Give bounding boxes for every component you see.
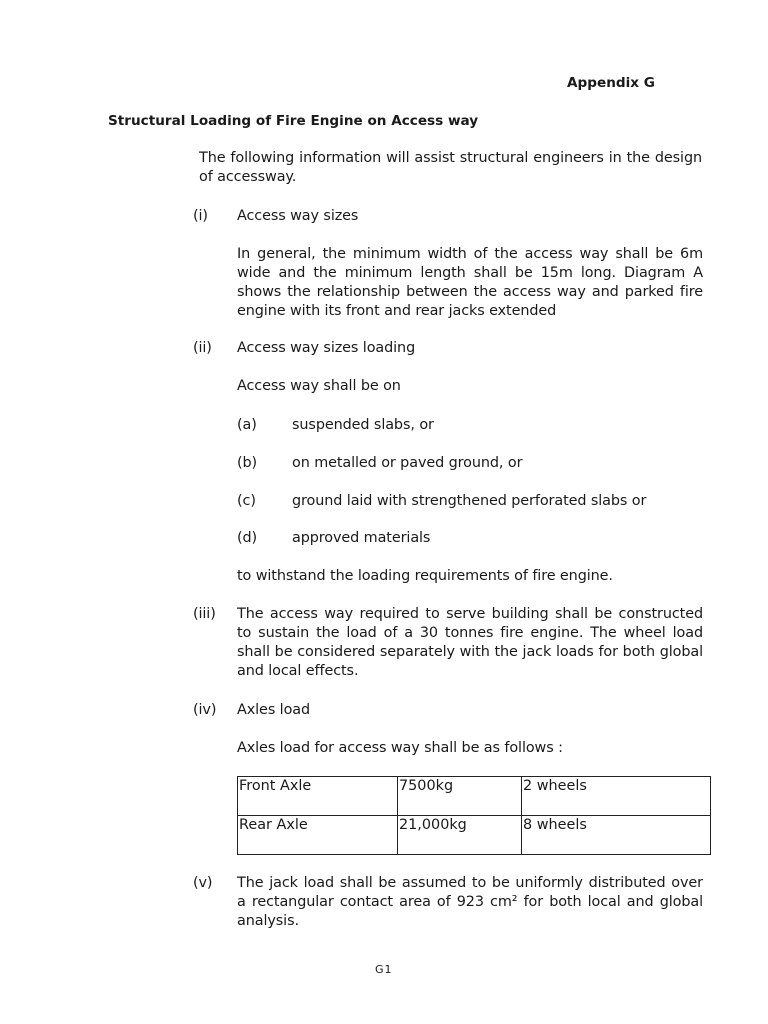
appendix-label: Appendix G	[567, 75, 655, 91]
table-cell-load: 21,000kg	[398, 816, 522, 855]
table-row	[238, 816, 711, 855]
item-closing: to withstand the loading requirements of fire engine.	[237, 568, 613, 584]
item-body: The access way required to serve building shall be constructed to sustain the load of a 30 tonnes fire engine. The wheel load shall be considered separately with the jack loads for both global and local effects.	[237, 606, 703, 679]
item-title: Access way sizes loading	[237, 340, 416, 356]
subitem-letter: (b)	[237, 455, 258, 471]
item-title: Axles load	[237, 702, 311, 718]
subitem-letter: (d)	[237, 530, 258, 546]
axles-load-table	[237, 776, 711, 855]
subitem-text: ground laid with strengthened perforated slabs or	[292, 493, 647, 509]
item-body: The jack load shall be assumed to be uniformly distributed over a rectangular contact area of 923 cm² for both local and global analysis.	[237, 875, 703, 929]
item-number: (v)	[193, 875, 213, 891]
table-row	[238, 777, 711, 816]
intro-paragraph: The following information will assist structural engineers in the design of accessway.	[199, 150, 702, 185]
item-number: (ii)	[193, 340, 212, 356]
item-title: Access way sizes	[237, 208, 359, 224]
subitem-text: approved materials	[292, 530, 431, 546]
subitem-text: on metalled or paved ground, or	[292, 455, 523, 471]
item-number: (iv)	[193, 702, 217, 718]
page-number: G1	[375, 963, 393, 976]
item-lead: Axles load for access way shall be as follows :	[237, 740, 563, 756]
subitem-letter: (a)	[237, 417, 257, 433]
subitem-letter: (c)	[237, 493, 256, 509]
subitem-text: suspended slabs, or	[292, 417, 434, 433]
section-title: Structural Loading of Fire Engine on Access way	[108, 113, 479, 129]
item-number: (iii)	[193, 606, 216, 622]
item-number: (i)	[193, 208, 208, 224]
table-cell-axle: Front Axle	[238, 777, 398, 816]
table-cell-wheels: 2 wheels	[522, 777, 711, 816]
table-cell-axle: Rear Axle	[238, 816, 398, 855]
table-cell-wheels: 8 wheels	[522, 816, 711, 855]
item-body: In general, the minimum width of the access way shall be 6m wide and the minimum length shall be 15m long. Diagram A shows the relationship between the access way and parked fire engine with its front and rear jacks extended	[237, 246, 703, 319]
table-cell-load: 7500kg	[398, 777, 522, 816]
item-lead: Access way shall be on	[237, 378, 401, 394]
